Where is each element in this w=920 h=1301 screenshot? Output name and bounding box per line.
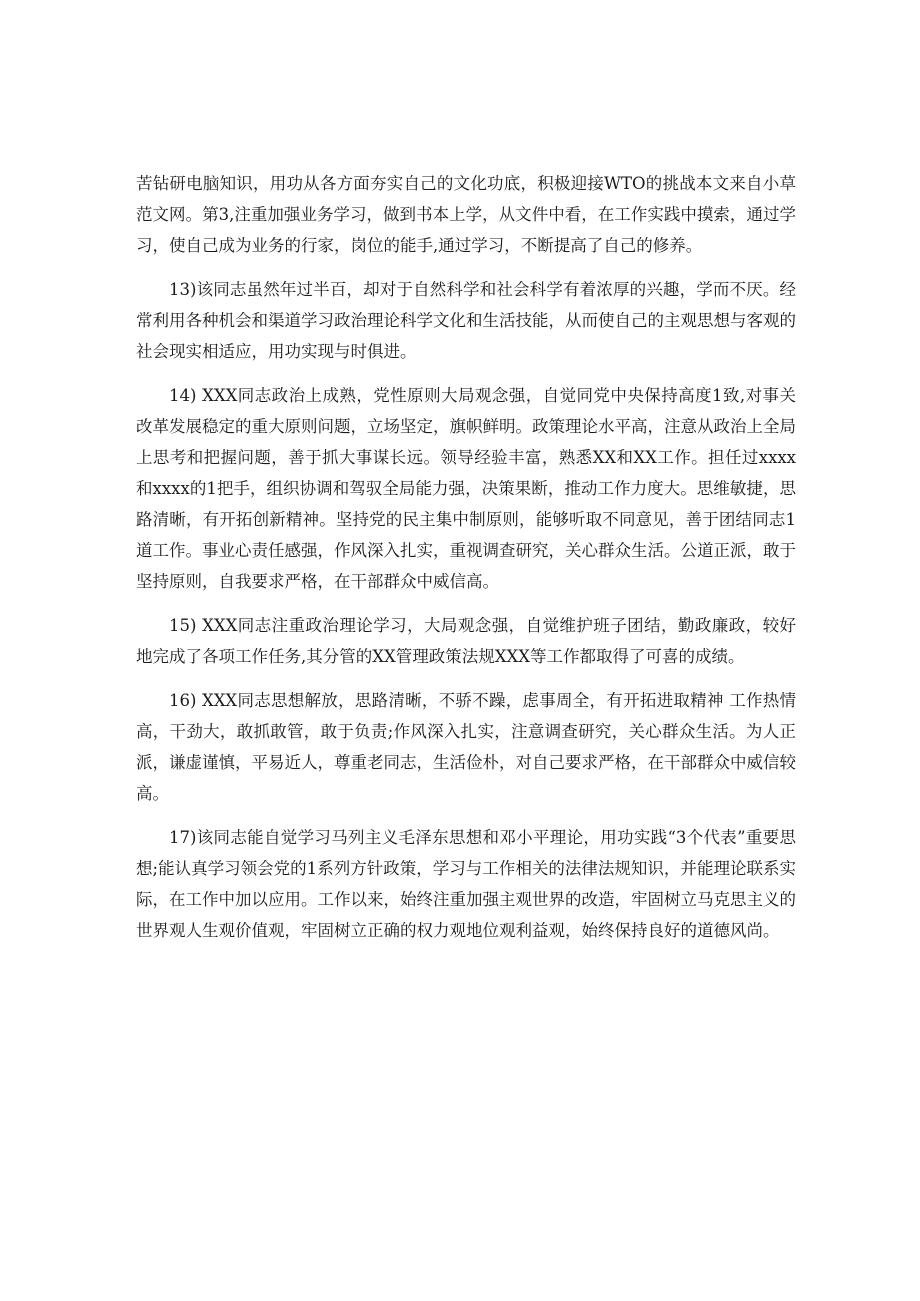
- document-body: [136, 168, 796, 959]
- paragraph-13: 13)该同志虽然年过半百，却对于自然科学和社会科学有着浓厚的兴趣，学而不厌。经常利用各种机会和渠道学习政治理论科学文化和生活技能，从而使自己的主观思想与客观的社会现实相适应，用功实现与时俱进。: [136, 280, 796, 361]
- paragraph-continuation: 苦钻研电脑知识，用功从各方面夯实自己的文化功底，积极迎接WTO的挑战本文来自小草范文网。第3,注重加强业务学习，做到书本上学，从文件中看，在工作实践中摸索，通过学习，使自己成为业务的行家，岗位的能手,通过学习，不断提高了自己的修养。: [136, 174, 796, 255]
- paragraph-17: 17)该同志能自觉学习马列主义毛泽东思想和邓小平理论，用功实践“3个代表”重要思想;能认真学习领会党的1系列方针政策，学习与工作相关的法律法规知识，并能理论联系实际，在工作中加以应用。工作以来，始终注重加强主观世界的改造，牢固树立马克思主义的世界观人生观价值观，牢固树立正确的权力观地位观利益观，始终保持良好的道德风尚。: [136, 828, 796, 940]
- paragraph-15: 15) XXX同志注重政治理论学习，大局观念强，自觉维护班子团结，勤政廉政，较好地完成了各项工作任务,其分管的XX管理政策法规XXX等工作都取得了可喜的成绩。: [136, 616, 796, 666]
- paragraph-14: 14) XXX同志政治上成熟，党性原则大局观念强，自觉同党中央保持高度1致,对事关改革发展稳定的重大原则问题，立场坚定，旗帜鲜明。政策理论水平高，注意从政治上全局上思考和把握问题，善于抓大事谋长远。领导经验丰富，熟悉XX和XX工作。担任过xxxx和xxxx的1把手，组织协调和驾驭全局能力强，决策果断，推动工作力度大。思维敏捷，思路清晰，有开拓创新精神。坚持党的民主集中制原则，能够听取不同意见，善于团结同志1道工作。事业心责任感强，作风深入扎实，重视调查研究，关心群众生活。公道正派，敢于坚持原则，自我要求严格，在干部群众中威信高。: [136, 386, 796, 591]
- paragraph-16: 16) XXX同志思想解放，思路清晰，不骄不躁，虑事周全，有开拓进取精神 工作热情高，干劲大，敢抓敢管，敢于负责;作风深入扎实，注意调查研究，关心群众生活。为人正派，谦虚谨慎，平易近人，尊重老同志，生活俭朴，对自己要求严格，在干部群众中威信较高。: [136, 691, 796, 803]
